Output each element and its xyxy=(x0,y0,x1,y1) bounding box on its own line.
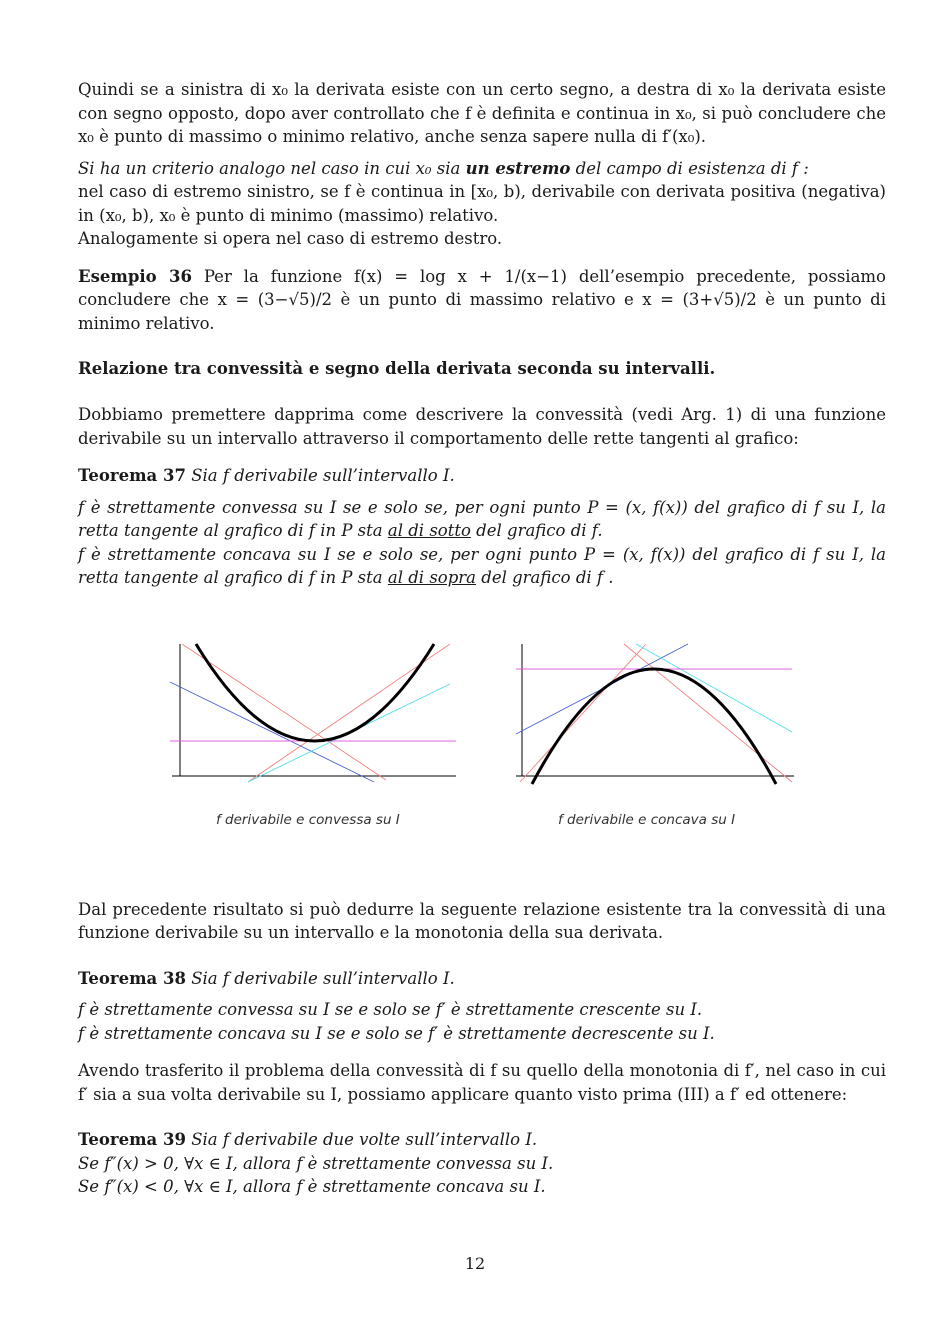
page-content xyxy=(78,78,886,1199)
tangent-cyan xyxy=(636,644,792,732)
paragraph-4: Analogamente si opera nel caso di estremo destro. xyxy=(78,229,503,248)
caption-convex: f derivabile e convessa su I xyxy=(216,811,400,828)
tangent-red-left xyxy=(520,644,646,782)
paragraph-2-italic-end: del campo di esistenza di f : xyxy=(570,158,809,178)
paragraph-6: Dal precedente risultato si può dedurre la seguente relazione esistente tra la convessità di una funzione derivabile su un intervallo e la monotonia della sua derivata. xyxy=(78,899,886,942)
paragraph-2-italic: Si ha un criterio analogo nel caso in cui x₀ sia xyxy=(78,158,466,178)
figure-convex xyxy=(168,642,458,828)
section-heading: Relazione tra convessità e segno della derivata seconda su intervalli. xyxy=(78,359,716,378)
example-36-heading: Esempio 36 xyxy=(78,266,192,286)
example-36 xyxy=(78,265,886,336)
figure-row xyxy=(78,642,886,842)
paragraph-2 xyxy=(78,157,886,181)
theorem-39-convex: Se f″(x) > 0, ∀x ∈ I, allora f è strettamente convessa su I. xyxy=(78,1153,554,1173)
tangent-red-left xyxy=(182,644,386,780)
theorem-39-concave: Se f″(x) < 0, ∀x ∈ I, allora f è strettamente concava su I. xyxy=(78,1177,546,1196)
paragraph-3: nel caso di estremo sinistro, se f è continua in [x₀, b), derivabile con derivata positiva (negativa) in (x₀, b), x₀ è punto di minimo (massimo) relativo. xyxy=(78,182,886,225)
paragraph-7: Avendo trasferito il problema della convessità di f su quello della monotonia di f′, nel caso in cui f′ sia a sua volta derivabile su I, possiamo applicare quanto visto prima (III) a f′ ed ottenere: xyxy=(78,1061,886,1104)
theorem-39-intro: Teorema 39 Sia f derivabile due volte sull’intervallo I. xyxy=(78,1130,538,1149)
theorem-38-convex: f è strettamente convessa su I se e solo se f′ è strettamente crescente su I. xyxy=(78,1000,703,1019)
figure-concave xyxy=(514,642,804,828)
paragraph-2-bold: un estremo xyxy=(465,158,571,178)
underline-above: al di sopra xyxy=(387,568,477,587)
tangent-blue xyxy=(170,682,374,782)
paragraph-1: Quindi se a sinistra di x₀ la derivata esiste con un certo segno, a destra di x₀ la derivata esiste con segno opposto, dopo aver controllato che f è definita e continua in x₀, si può concludere che x₀ è punto di massimo o minimo relativo, anche senza sapere nulla di f′(x₀). xyxy=(78,80,886,146)
underline-below: al di sotto xyxy=(387,521,471,540)
theorem-37-convex: f è strettamente convessa su I se e solo se, per ogni punto P = (x, f(x)) del grafico di f su I, la retta tangente al grafico di f in P sta al di sotto del grafico di f. xyxy=(78,497,886,540)
theorem-37-concave: f è strettamente concava su I se e solo se, per ogni punto P = (x, f(x)) del grafico di f su I, la retta tangente al grafico di f in P sta al di sopra del grafico di f . xyxy=(78,544,886,587)
convex-curve xyxy=(196,644,434,741)
theorem-38-concave: f è strettamente concava su I se e solo se f′ è strettamente decrescente su I. xyxy=(78,1023,715,1043)
example-36-text: Per la funzione f(x) = log x + 1/(x−1) dell’esempio precedente, possiamo concludere che x = (3−√5)/2 è un punto di massimo relativo e x = (3+√5)/2 è un punto di minimo relativo. xyxy=(78,266,886,333)
theorem-39-heading: Teorema 39 xyxy=(78,1130,186,1149)
page-number: 12 xyxy=(464,1254,486,1273)
theorem-38-heading: Teorema 38 xyxy=(78,968,186,988)
theorem-38-intro: Teorema 38 Sia f derivabile sull’intervallo I. xyxy=(78,968,455,988)
concave-curve xyxy=(532,669,776,784)
caption-concave: f derivabile e concava su I xyxy=(558,811,736,828)
theorem-37-heading: Teorema 37 xyxy=(78,466,186,485)
concave-graph xyxy=(514,642,804,792)
paragraph-5: Dobbiamo premettere dapprima come descrivere la convessità (vedi Arg. 1) di una funzione derivabile su un intervallo attraverso il comportamento delle rette tangenti al grafico: xyxy=(78,405,886,448)
convex-graph xyxy=(168,642,458,792)
theorem-37-intro: Teorema 37 Sia f derivabile sull’intervallo I. xyxy=(78,466,455,485)
